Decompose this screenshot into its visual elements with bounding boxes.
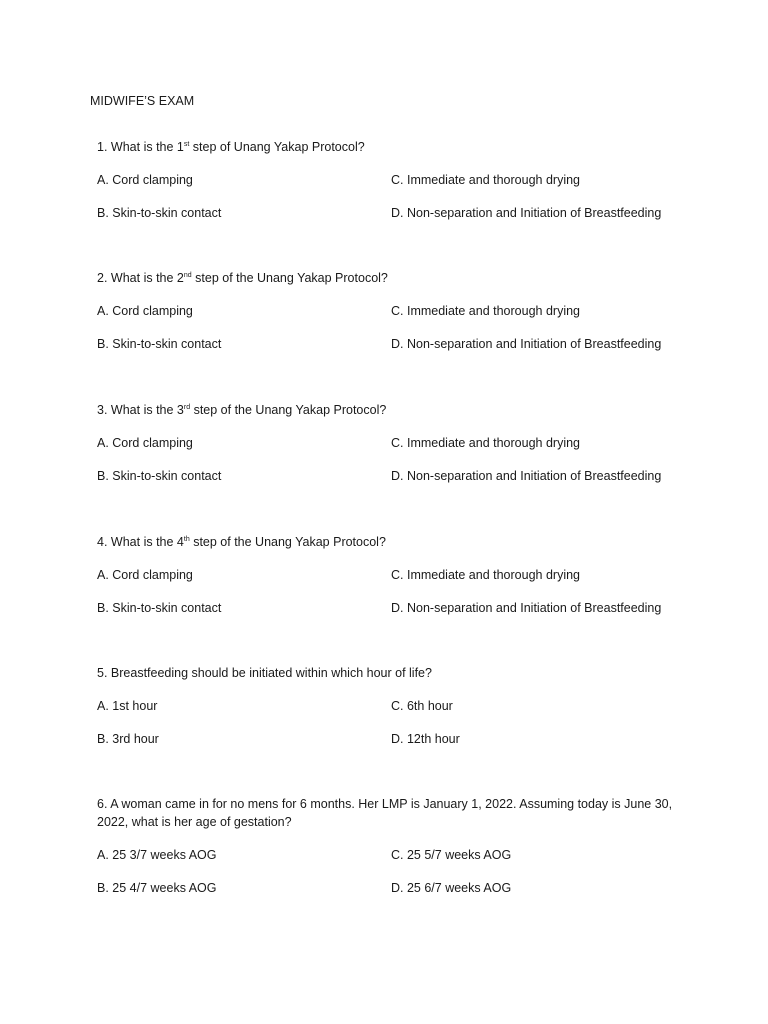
question-text — [97, 664, 677, 682]
choice-c: C. Immediate and thorough drying — [391, 568, 580, 582]
exam-title: MIDWIFE’S EXAM — [90, 94, 195, 108]
question-1 — [97, 138, 677, 222]
question-number: 5. — [97, 666, 108, 680]
choices — [97, 302, 677, 353]
question-number: 4. — [97, 535, 108, 549]
question-text — [97, 401, 677, 419]
question-text-before: What is the 1 — [110, 140, 184, 154]
ordinal-suffix: rd — [183, 404, 191, 411]
choice-c: C. Immediate and thorough drying — [391, 304, 580, 318]
choice-a: A. Cord clamping — [97, 304, 193, 318]
choice-c: C. Immediate and thorough drying — [391, 436, 580, 450]
question-number: 3. — [97, 403, 108, 417]
question-text — [97, 269, 677, 287]
question-number: 6. — [97, 797, 108, 811]
question-4 — [97, 533, 677, 617]
choices — [97, 566, 677, 617]
question-text — [97, 533, 677, 551]
choices — [97, 846, 677, 897]
choice-d: D. 25 6/7 weeks AOG — [391, 881, 512, 895]
choices — [97, 434, 677, 485]
choice-b: B. 3rd hour — [97, 732, 159, 746]
question-text — [97, 138, 677, 156]
question-number: 2. — [97, 271, 108, 285]
choice-b: B. Skin-to-skin contact — [97, 469, 222, 483]
choice-d: D. Non-separation and Initiation of Breastfeeding — [391, 469, 662, 483]
choice-a: A. Cord clamping — [97, 173, 193, 187]
choice-d: D. Non-separation and Initiation of Breastfeeding — [391, 337, 662, 351]
question-text — [97, 795, 677, 831]
question-text-after: step of the Unang Yakap Protocol? — [191, 271, 388, 285]
choice-d: D. 12th hour — [391, 732, 460, 746]
choice-a: A. 1st hour — [97, 699, 158, 713]
choice-b: B. Skin-to-skin contact — [97, 337, 222, 351]
question-2 — [97, 269, 677, 353]
choice-a: A. Cord clamping — [97, 436, 193, 450]
question-body: Breastfeeding should be initiated within which hour of life? — [110, 666, 432, 680]
question-text-before: What is the 3 — [110, 403, 184, 417]
question-3 — [97, 401, 677, 485]
choice-b: B. Skin-to-skin contact — [97, 601, 222, 615]
choices — [97, 697, 677, 748]
choice-c: C. Immediate and thorough drying — [391, 173, 580, 187]
question-number: 1. — [97, 140, 108, 154]
choice-d: D. Non-separation and Initiation of Breastfeeding — [391, 206, 662, 220]
question-text-after: step of the Unang Yakap Protocol? — [189, 535, 386, 549]
question-body: A woman came in for no mens for 6 months. Her LMP is January 1, 2022. Assuming today is June 30, 2022, what is her age of gestation? — [97, 797, 673, 829]
choice-c: C. 6th hour — [391, 699, 453, 713]
choices — [97, 171, 677, 222]
question-text-after: step of Unang Yakap Protocol? — [189, 140, 365, 154]
choice-a: A. Cord clamping — [97, 568, 193, 582]
choice-c: C. 25 5/7 weeks AOG — [391, 848, 512, 862]
choice-d: D. Non-separation and Initiation of Breastfeeding — [391, 601, 662, 615]
choice-b: B. Skin-to-skin contact — [97, 206, 222, 220]
choice-b: B. 25 4/7 weeks AOG — [97, 881, 217, 895]
question-text-before: What is the 4 — [110, 535, 184, 549]
ordinal-suffix: st — [183, 141, 190, 148]
question-text-before: What is the 2 — [110, 271, 184, 285]
choice-a: A. 25 3/7 weeks AOG — [97, 848, 217, 862]
question-text-after: step of the Unang Yakap Protocol? — [190, 403, 387, 417]
ordinal-suffix: th — [183, 536, 190, 543]
ordinal-suffix: nd — [183, 272, 192, 279]
question-6 — [97, 795, 677, 897]
question-5 — [97, 664, 677, 748]
